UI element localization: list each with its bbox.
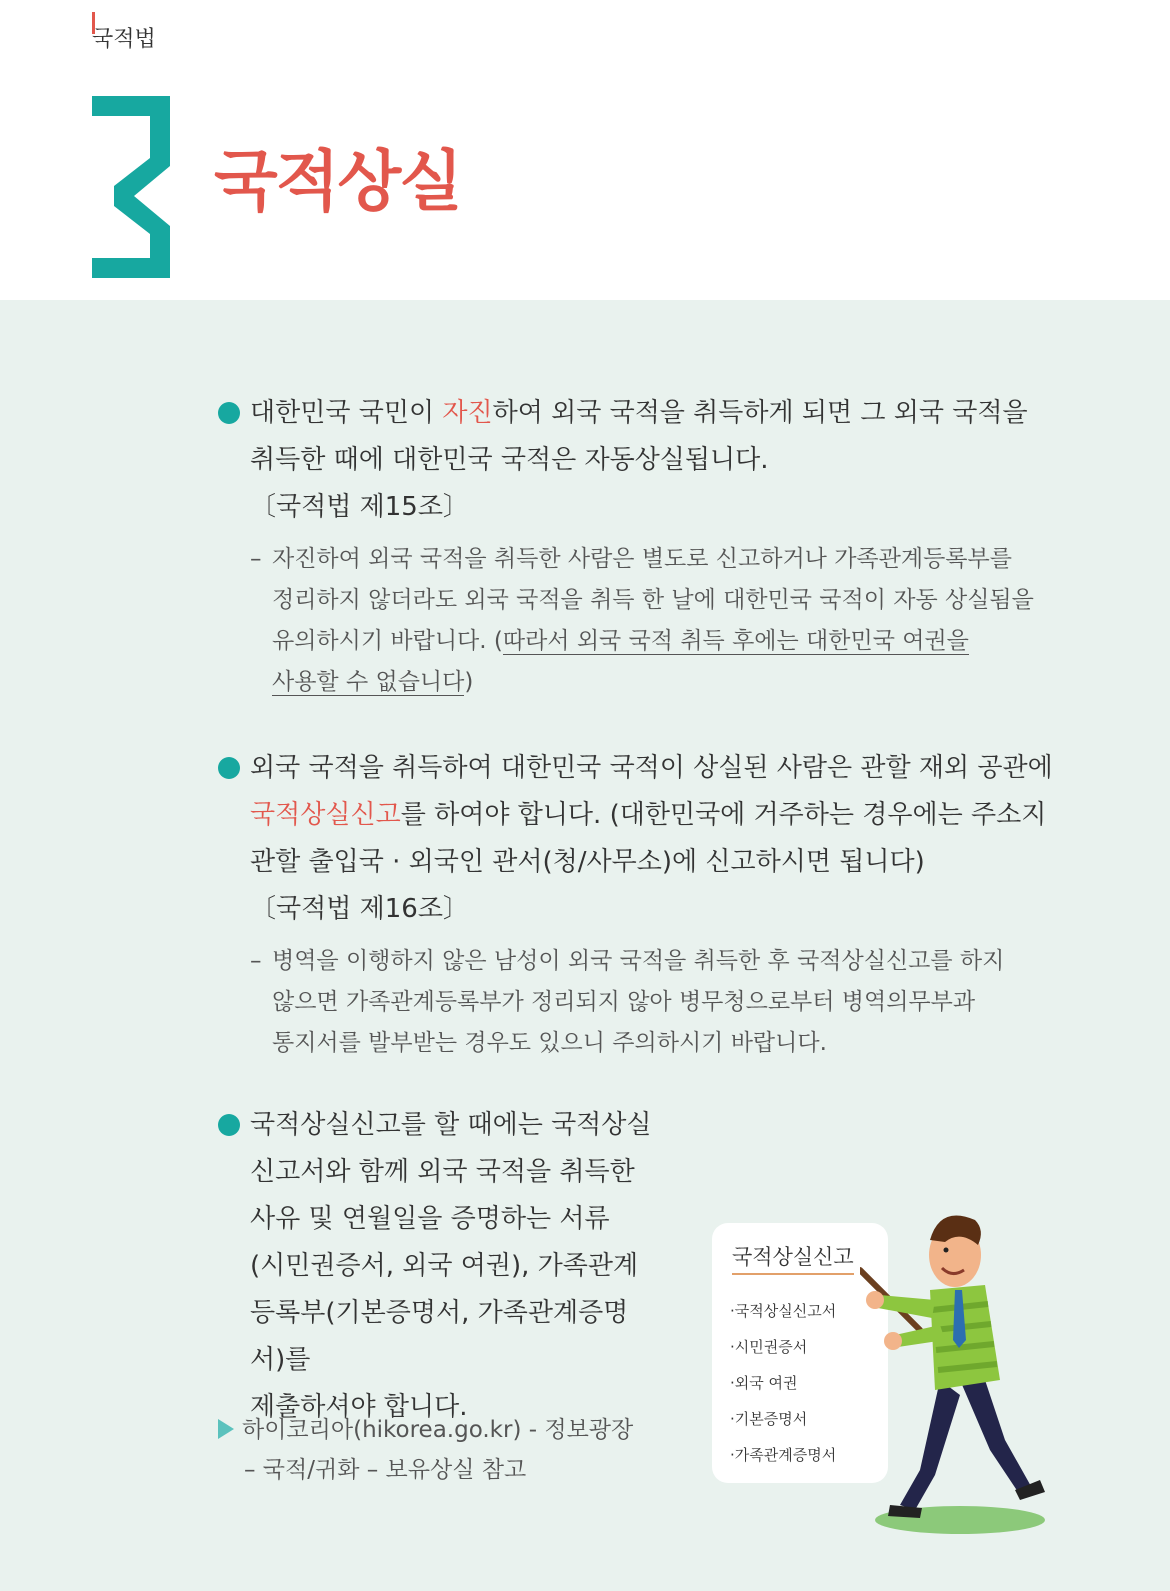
chapter-number <box>84 58 194 298</box>
section-2-text <box>250 745 1058 886</box>
section-1-text <box>250 390 1058 484</box>
text: (시민권증서, 외국 여권), 가족관계 <box>250 1251 639 1281</box>
text: 제출하셔야 합니다. <box>250 1392 468 1422</box>
man-with-pointer-illustration <box>860 1200 1060 1540</box>
highlight-text: 자진 <box>442 398 493 428</box>
chapter-number-glyph: 3 <box>84 58 85 59</box>
chapter-title: 국적상실 <box>214 143 462 220</box>
law-reference: 〔국적법 제15조〕 <box>250 492 469 522</box>
underlined-text: 사용할 수 없습니다 <box>272 669 465 695</box>
text: 외국 국적을 취득하여 대한민국 국적이 상실된 사람은 관할 재외 공관에 <box>250 753 1053 783</box>
underlined-text: 따라서 외국 국적 취득 후에는 대한민국 여권을 <box>502 628 969 654</box>
section-1 <box>218 390 1058 703</box>
page-header <box>0 0 1170 300</box>
text: 통지서를 발부받는 경우도 있으니 주의하시기 바랍니다. <box>272 1030 827 1056</box>
section-3-text <box>250 1102 658 1431</box>
bullet-dot <box>218 757 240 779</box>
reference-link <box>218 1410 633 1490</box>
highlight-text: 국적상실신고 <box>250 800 401 830</box>
board-item: ·기본증명서 <box>730 1410 808 1428</box>
text: 자진하여 외국 국적을 취득한 사람은 별도로 신고하거나 가족관계등록부를 <box>272 546 1012 572</box>
text: 않으면 가족관계등록부가 정리되지 않아 병무청으로부터 병역의무부과 <box>272 989 976 1015</box>
text: 관할 출입국 · 외국인 관서(청/사무소)에 신고하시면 됩니다) <box>250 847 925 877</box>
text: 등록부(기본증명서, 가족관계증명서)를 <box>250 1298 629 1375</box>
text: 취득한 때에 대한민국 국적은 자동상실됩니다. <box>250 445 769 475</box>
text: 병역을 이행하지 않은 남성이 외국 국적을 취득한 후 국적상실신고를 하지 <box>272 948 1005 974</box>
board-item: ·국적상실신고서 <box>730 1302 837 1320</box>
running-title: 국적법 <box>92 27 156 52</box>
triangle-icon <box>218 1419 234 1439</box>
text: – 국적/귀화 – 보유상실 참고 <box>244 1457 527 1483</box>
text: 하여 외국 국적을 취득하게 되면 그 외국 국적을 <box>492 398 1028 428</box>
section-2-note <box>250 941 1058 1064</box>
text: 정리하지 않더라도 외국 국적을 취득 한 날에 대한민국 국적이 자동 상실됨을 <box>272 587 1034 613</box>
bullet-dot <box>218 402 240 424</box>
board-title: 국적상실신고 <box>732 1241 854 1275</box>
dash: – <box>250 546 262 572</box>
dash: – <box>250 948 262 974</box>
text: 대한민국 국민이 <box>250 398 443 428</box>
board-item: ·시민권증서 <box>730 1338 808 1356</box>
section-2 <box>218 745 1058 1064</box>
text: ) <box>464 669 474 695</box>
text: 하이코리아(hikorea.go.kr) - 정보광장 <box>242 1417 634 1443</box>
board-list <box>730 1293 836 1473</box>
law-reference: 〔국적법 제16조〕 <box>250 894 469 924</box>
board-item: ·가족관계증명서 <box>730 1446 837 1464</box>
text: 를 하여야 합니다. (대한민국에 거주하는 경우에는 주소지 <box>400 800 1047 830</box>
text: 유의하시기 바랍니다. ( <box>272 628 503 654</box>
bullet-dot <box>218 1114 240 1136</box>
text: 신고서와 함께 외국 국적을 취득한 <box>250 1157 635 1187</box>
text: 국적상실신고를 할 때에는 국적상실 <box>250 1110 652 1140</box>
section-3 <box>218 1102 658 1431</box>
text: 사유 및 연월일을 증명하는 서류 <box>250 1204 610 1234</box>
section-1-note <box>250 539 1058 703</box>
board-item: ·외국 여권 <box>730 1374 798 1392</box>
